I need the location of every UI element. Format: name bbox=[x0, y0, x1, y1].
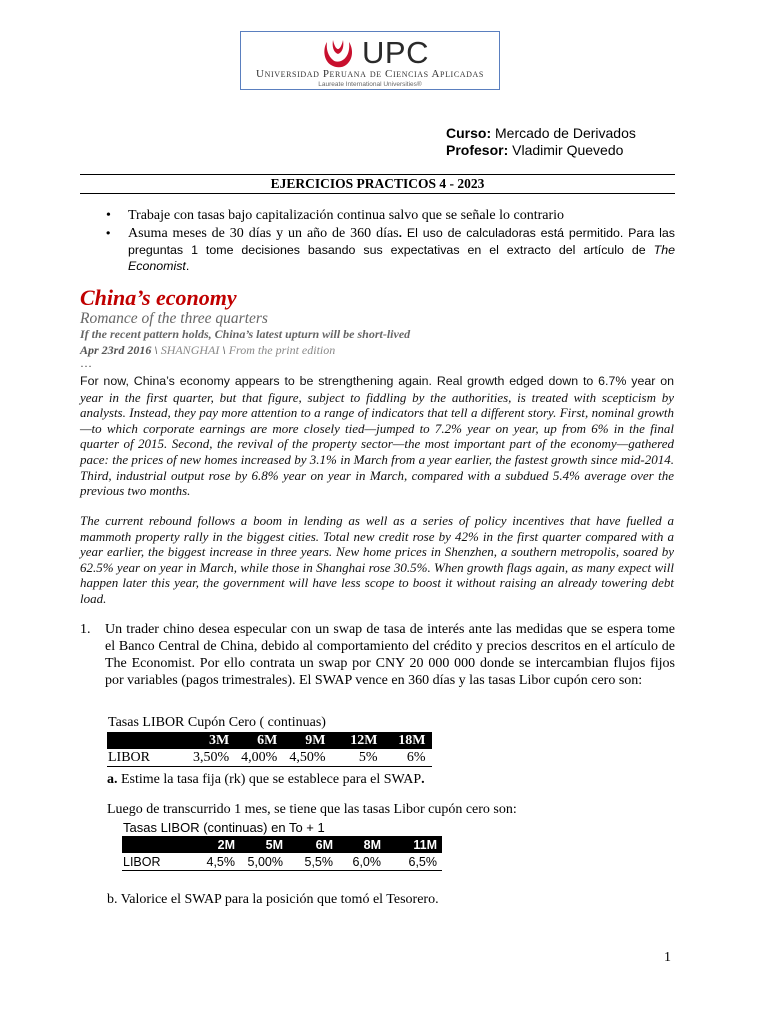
article-dateline bbox=[80, 343, 335, 358]
table-header-cell bbox=[107, 732, 187, 749]
article-rubric: If the recent pattern holds, China’s latest upturn will be short-lived bbox=[80, 327, 411, 341]
part-text: Estime la tasa fija (rk) que se establece para el SWAP bbox=[117, 772, 422, 787]
instructions-list bbox=[106, 208, 675, 274]
table-header-cell: 6M bbox=[288, 836, 338, 853]
table-header-cell: 9M bbox=[283, 732, 331, 749]
article-separator: \ bbox=[219, 343, 229, 357]
libor-table-2 bbox=[122, 820, 442, 871]
professor-line bbox=[446, 142, 623, 159]
article-paragraph-1 bbox=[80, 373, 674, 499]
table-cell: 5% bbox=[332, 749, 384, 767]
instruction-period: . bbox=[398, 226, 403, 240]
question-number: 1. bbox=[80, 622, 91, 637]
table-caption: Tasas LIBOR Cupón Cero ( continuas) bbox=[108, 715, 326, 730]
article-paragraph-lead: For now, China’s economy appears to be strengthening again. Real growth edged down to 6.7% year on bbox=[80, 374, 674, 388]
table-header-cell: 8M bbox=[338, 836, 386, 853]
table-cell: 6% bbox=[384, 749, 432, 767]
instruction-source: The Economist bbox=[128, 243, 675, 273]
title-rule-top bbox=[80, 174, 675, 175]
table-cell: 4,50% bbox=[283, 749, 331, 767]
table-cell: 4,5% bbox=[188, 853, 240, 871]
article-date: Apr 23rd 2016 bbox=[80, 343, 152, 357]
intermediate-text: Luego de transcurrido 1 mes, se tiene que las tasas Libor cupón cero son: bbox=[107, 802, 517, 817]
table-row-label: LIBOR bbox=[107, 749, 187, 767]
question-text: Un trader chino desea especular con un swap de tasa de interés ante las medidas que se espera tome el Banco Central de China, debido al comportamiento del crédito y precios descritos en el artículo de The Economist. Por ello contrata un swap por CNY 20 000 000 donde se intercambian flujos fijos por variables (pagos trimestrales). El SWAP vence en 360 días y las tasas Libor cupón cero son: bbox=[105, 622, 675, 688]
course-label: Curso: bbox=[446, 125, 492, 141]
table-header-row bbox=[107, 732, 432, 749]
table-cell: 6,0% bbox=[338, 853, 386, 871]
article-ellipsis: … bbox=[80, 356, 92, 370]
article-edition: From the print edition bbox=[228, 343, 336, 357]
article-paragraph-text: year in the first quarter, but that figure, subject to fiddling by the authorities, is treated with scepticism by analysts. Instead, they pay more attention to a range of indicators that tell a different story. First, nominal growth—to which corporate earnings are more closely tied—jumped to 7.2% year on year, up from 6% in the final quarter of 2015. Second, the revival of the property sector—the most important part of the economy—gathered pace: the prices of new homes increased by 3.1% in March from a year earlier, the fastest growth since mid-2014. Third, industrial output rose by 6.8% year on year in March, compared with a subdued 5.4% average over the previous two months. bbox=[80, 389, 674, 499]
course-value: Mercado de Derivados bbox=[491, 125, 636, 141]
university-logo bbox=[240, 31, 500, 90]
professor-label: Profesor: bbox=[446, 142, 509, 158]
table-cell: 3,50% bbox=[187, 749, 235, 767]
table-cell: 4,00% bbox=[235, 749, 283, 767]
instruction-end: . bbox=[185, 259, 190, 273]
instruction-text: El uso de calculadoras está permitido. Para las preguntas 1 tome decisiones basando sus expectativas en el extracto del artículo de bbox=[128, 226, 675, 257]
table-row bbox=[122, 853, 442, 871]
instruction-text: Asuma meses de 30 días y un año de 360 días bbox=[128, 226, 399, 241]
upc-emblem-icon bbox=[321, 38, 355, 70]
table-header-cell: 18M bbox=[384, 732, 432, 749]
question-part-b: b. Valorice el SWAP para la posición que tomó el Tesorero. bbox=[107, 892, 439, 907]
table-cell: 5,5% bbox=[288, 853, 338, 871]
table-header-cell: 3M bbox=[187, 732, 235, 749]
article-separator: \ bbox=[151, 343, 161, 357]
article-headline: China’s economy bbox=[80, 285, 237, 310]
article-subtitle: Romance of the three quarters bbox=[80, 310, 268, 327]
title-rule-bottom bbox=[80, 193, 675, 194]
page-number: 1 bbox=[664, 950, 671, 965]
instruction-item bbox=[106, 225, 675, 274]
table-cell: 6,5% bbox=[386, 853, 442, 871]
table-header-cell: 5M bbox=[240, 836, 288, 853]
question-1 bbox=[80, 621, 675, 689]
table-row-label: LIBOR bbox=[122, 853, 188, 871]
table-caption: Tasas LIBOR (continuas) en To + 1 bbox=[123, 820, 325, 835]
logo-brand: UPC bbox=[362, 35, 429, 70]
table-header-cell: 6M bbox=[235, 732, 283, 749]
logo-university-name: Universidad Peruana de Ciencias Aplicadas bbox=[256, 68, 484, 80]
part-end: . bbox=[421, 772, 425, 787]
table-header-row bbox=[122, 836, 442, 853]
table-cell: 5,00% bbox=[240, 853, 288, 871]
question-part-a bbox=[107, 772, 425, 788]
logo-tagline: Laureate International Universities® bbox=[318, 81, 422, 88]
article-place: SHANGHAI bbox=[160, 343, 220, 357]
professor-value: Vladimir Quevedo bbox=[508, 142, 624, 158]
article-paragraph-2: The current rebound follows a boom in lending as well as a series of policy incentives that have fuelled a mammoth property rally in the biggest cities. Total new credit rose by 42% in the first quarter compared with a year earlier, the biggest increase in three years. New home prices in Shenzhen, a southern metropolis, soared by 62.5% year on year in March, while those in Shanghai rose 30.5%. When growth flags again, as many expect will happen later this year, the government will have less scope to boost it without raising an already towering debt load. bbox=[80, 513, 674, 606]
instruction-item bbox=[106, 208, 675, 224]
table-header-cell: 11M bbox=[386, 836, 442, 853]
course-line bbox=[446, 125, 636, 142]
table-header-cell bbox=[122, 836, 188, 853]
libor-table-1 bbox=[107, 715, 432, 767]
page-title: EJERCICIOS PRACTICOS 4 - 2023 bbox=[270, 176, 485, 191]
part-label: a. bbox=[107, 772, 118, 787]
table-header-cell: 12M bbox=[332, 732, 384, 749]
table-row bbox=[107, 749, 432, 767]
instruction-text: Trabaje con tasas bajo capitalización continua salvo que se señale lo contrario bbox=[128, 208, 565, 223]
table-header-cell: 2M bbox=[188, 836, 240, 853]
